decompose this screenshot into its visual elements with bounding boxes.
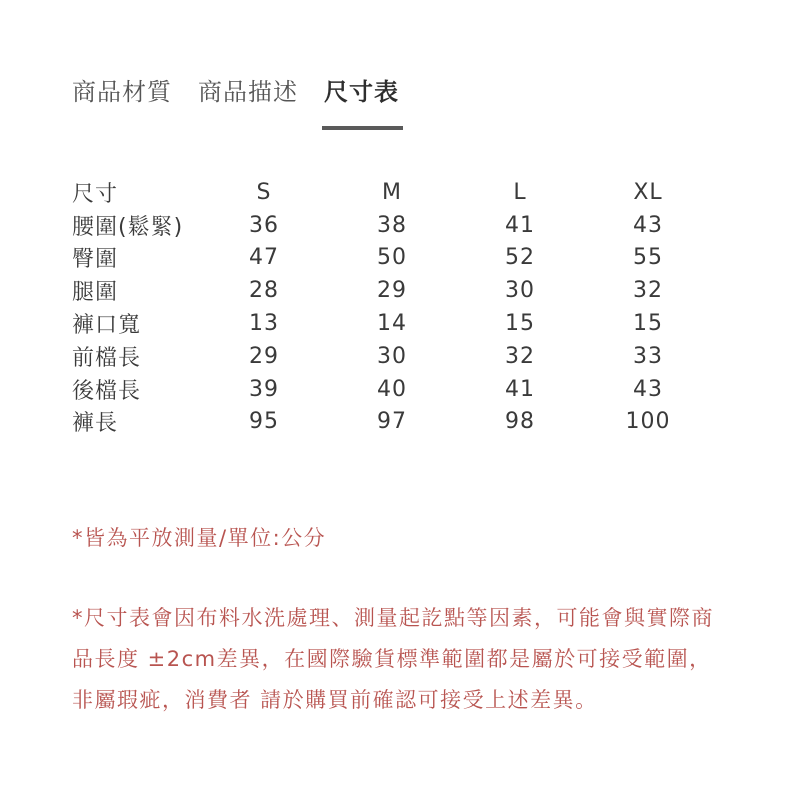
table-row <box>72 340 712 373</box>
table-cell: 55 <box>633 245 663 271</box>
table-row <box>72 209 712 242</box>
table-cell: 32 <box>505 343 535 369</box>
table-cell: 36 <box>249 212 279 238</box>
table-cell: 50 <box>377 245 407 271</box>
table-cell: 15 <box>505 311 535 337</box>
table-cell: 97 <box>377 409 407 435</box>
table-cell: 30 <box>377 343 407 369</box>
table-cell: 43 <box>633 376 663 402</box>
table-row <box>72 242 712 275</box>
row-label: 後檔長 <box>72 378 142 404</box>
table-cell: 38 <box>377 212 407 238</box>
size-disclaimer-note: *尺寸表會因布料水洗處理、測量起訖點等因素，可能會與實際商品長度 ±2cm差異，在國際驗貨標準範圍都是屬於可接受範圍，非屬瑕疵，消費者 請於購買前確認可接受上述差異。 <box>72 606 714 712</box>
table-cell: 41 <box>505 212 535 238</box>
table-cell: 43 <box>633 212 663 238</box>
row-label: 腰圍(鬆緊) <box>72 214 184 240</box>
size-table <box>72 176 712 438</box>
header-cell-size: 尺寸 <box>72 181 119 207</box>
table-cell: 100 <box>625 409 671 435</box>
tab-size-chart[interactable] <box>324 76 399 108</box>
row-label: 臀圍 <box>72 247 119 273</box>
table-row <box>72 406 712 439</box>
table-cell: 98 <box>505 409 535 435</box>
table-cell: 40 <box>377 376 407 402</box>
table-cell: 13 <box>249 311 279 337</box>
tab-bar <box>72 76 399 108</box>
header-cell-m: M <box>382 179 402 205</box>
tab-material[interactable] <box>72 76 172 108</box>
table-cell: 29 <box>249 343 279 369</box>
table-cell: 39 <box>249 376 279 402</box>
tab-size-chart-label: 尺寸表 <box>324 78 399 106</box>
header-cell-l: L <box>513 179 527 205</box>
table-cell: 47 <box>249 245 279 271</box>
header-cell-s: S <box>256 179 272 205</box>
header-cell-xl: XL <box>633 179 663 205</box>
row-label: 腿圍 <box>72 280 119 306</box>
table-cell: 52 <box>505 245 535 271</box>
table-header-row <box>72 176 712 209</box>
table-cell: 33 <box>633 343 663 369</box>
tab-material-label: 商品材質 <box>72 78 172 106</box>
table-cell: 15 <box>633 311 663 337</box>
table-row <box>72 274 712 307</box>
row-label: 褲長 <box>72 411 119 437</box>
table-cell: 32 <box>633 278 663 304</box>
active-tab-indicator <box>322 126 403 130</box>
table-cell: 14 <box>377 311 407 337</box>
table-cell: 29 <box>377 278 407 304</box>
tab-description-label: 商品描述 <box>198 78 298 106</box>
measurement-unit-note: *皆為平放測量/單位:公分 <box>72 526 327 550</box>
table-cell: 41 <box>505 376 535 402</box>
row-label: 褲口寬 <box>72 313 142 339</box>
tab-description[interactable] <box>198 76 298 108</box>
table-row <box>72 307 712 340</box>
table-cell: 95 <box>249 409 279 435</box>
row-label: 前檔長 <box>72 345 142 371</box>
table-cell: 30 <box>505 278 535 304</box>
table-cell: 28 <box>249 278 279 304</box>
table-row <box>72 373 712 406</box>
